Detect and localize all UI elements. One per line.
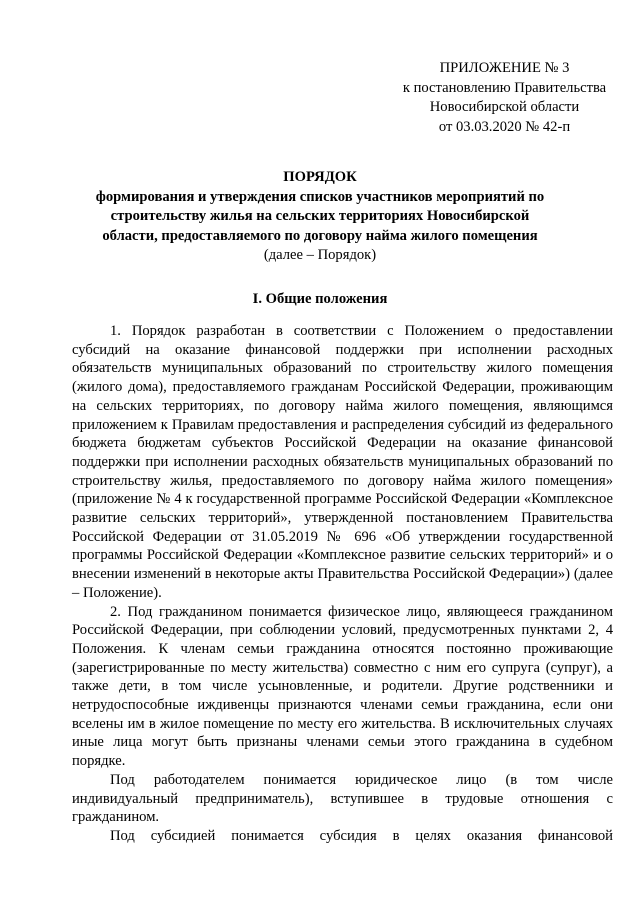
document-title: ПОРЯДОК: [283, 169, 357, 185]
appendix-block: [392, 59, 617, 137]
section-title: I. Общие положения: [252, 291, 388, 307]
appendix-number: ПРИЛОЖЕНИЕ № 3: [439, 60, 570, 76]
document-body: [72, 322, 613, 846]
appendix-date-line: от 03.03.2020 № 42-п: [438, 118, 571, 135]
appendix-region-line: Новосибирской области: [429, 99, 580, 115]
document-heading: [95, 168, 545, 266]
appendix-resolution-line: к постановлению Правительства: [402, 79, 607, 96]
document-short-name: (далее – Порядок): [263, 247, 377, 263]
document-subtitle: формирования и утверждения списков участников мероприятий по строительству жилья на сельских территориях Новосибирской области, предоставляемого по договору найма жилого помещения: [95, 188, 545, 244]
paragraph-1: 1. Порядок разработан в соответствии с Положением о предоставлении субсидий на оказание финансовой поддержки при исполнении расходных обязательств муниципальных образований по строительству жилого помещения (жилого дома), предоставляемого гражданам Российской Федерации, проживающим на сельских территориях, по договору найма жилого помещения, являющимся приложением к Правилам предоставления и распределения субсидий из федерального бюджета бюджетам субъектов Российской Федерации на оказание финансовой поддержки при исполнении расходных обязательств муниципальных образований по строительству жилья, предоставляемого по договору найма жилого помещения» (приложение № 4 к государственной программе Российской Федерации «Комплексное развитие сельских территорий», утвержденной постановлением Правительства Российской Федерации от 31.05.2019 № 696 «Об утверждении государственной программы Российской Федерации «Комплексное развитие сельских территорий» и о внесении изменений в некоторые акты Правительства Российской Федерации») (далее – Положение).: [72, 323, 613, 601]
paragraph-4: Под субсидией понимается субсидия в целях оказания финансовой: [110, 827, 613, 844]
paragraph-2: 2. Под гражданином понимается физическое лицо, являющееся гражданином Российской Федерации, при соблюдении условий, предусмотренных пунктами 2, 4 Положения. К членам семьи гражданина относятся постоянно проживающие (зарегистрированные по месту жительства) совместно с ним его супруга (супруг), а также дети, в том числе усыновленные, и родители. Другие родственники и нетрудоспособные иждивенцы признаются членами семьи гражданина, если они вселены им в жилое помещение по месту его жительства. В исключительных случаях иные лица могут быть признаны членами семьи этого гражданина в судебном порядке.: [72, 603, 613, 770]
paragraph-3: Под работодателем понимается юридическое лицо (в том числе индивидуальный предприниматель), вступившее в трудовые отношения с гражданином.: [72, 771, 613, 826]
